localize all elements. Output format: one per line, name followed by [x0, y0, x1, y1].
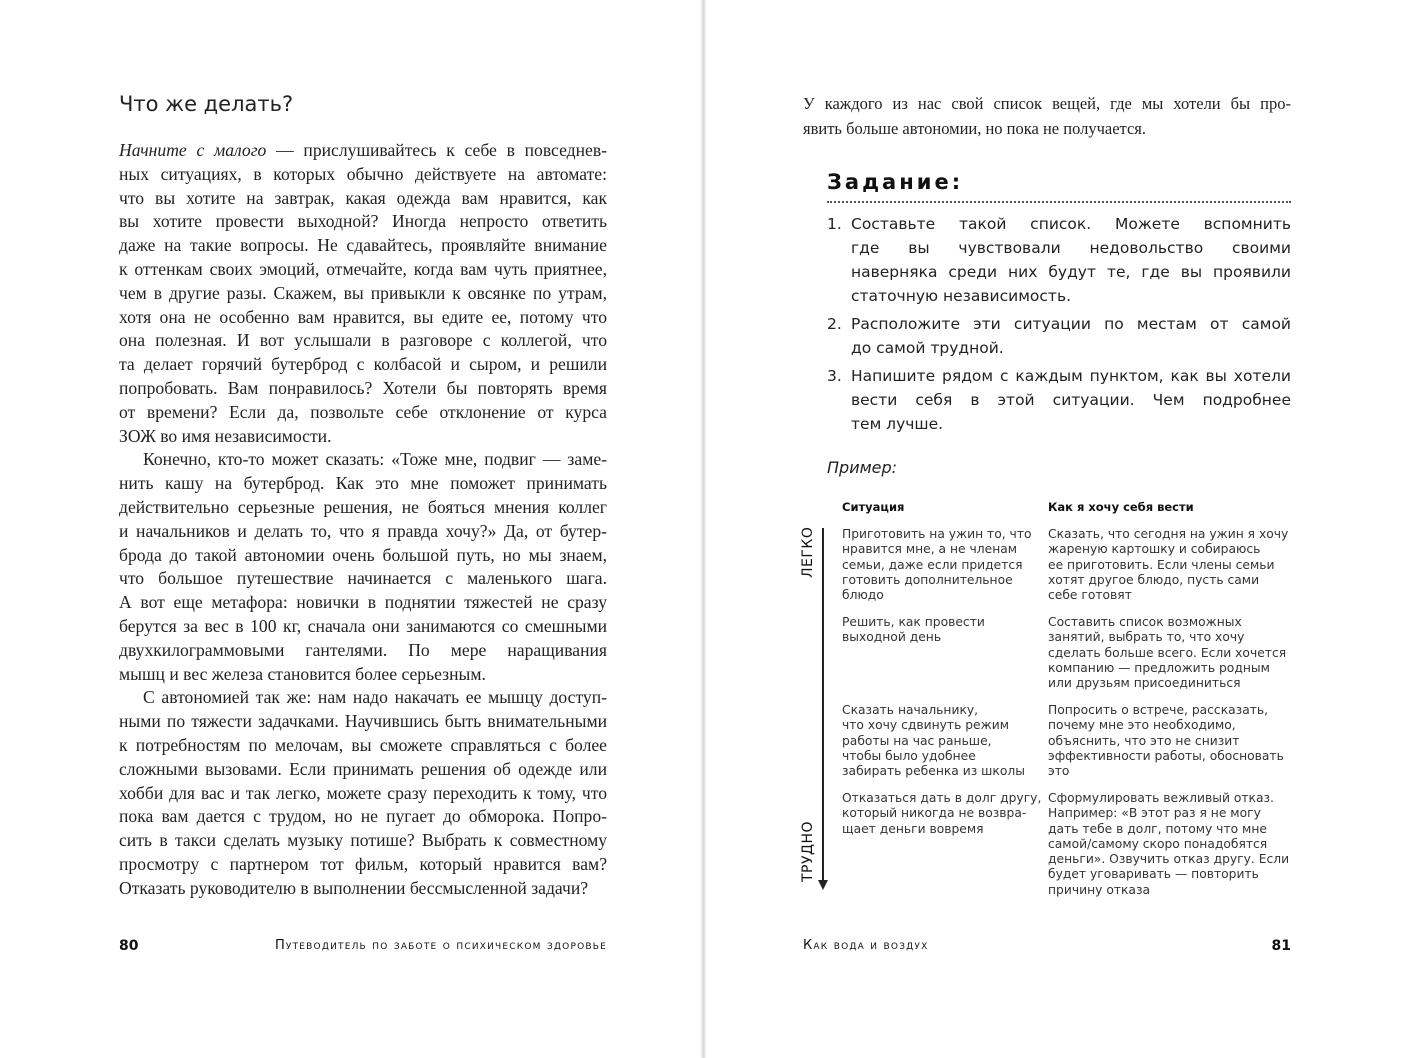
page-number: 81: [1271, 938, 1291, 954]
text-line: [119, 591, 607, 615]
cell-line: семьи, даже если придется: [842, 557, 1023, 572]
text-line: [119, 710, 607, 734]
text-line: [119, 448, 607, 472]
cell-line: Приготовить на ужин то, что: [842, 527, 1032, 541]
cell-line: хотят другое блюдо, пусть сами: [1048, 572, 1260, 587]
line-text: чем в другие разы. Скажем, вы привыкли к овсянке по утрам,: [119, 282, 607, 303]
lead-italic: Начните с малого: [119, 140, 267, 160]
line-text: двухкилограммовыми гантелями. По мере наращивания: [119, 639, 607, 660]
text-line: [119, 615, 607, 639]
intro-line: явить больше автономии, но пока не получается.: [803, 118, 1146, 138]
page-number: 80: [119, 938, 139, 954]
line-text: брода до такой автономии очень большой путь, но мы знаем,: [119, 544, 607, 565]
table-cell-behavior: [1048, 615, 1286, 691]
line-text: действительно серьезные решения, не бояться мнения коллег: [119, 496, 607, 517]
line-text: вы хотите провести выходной? Иногда непросто ответить: [119, 211, 607, 232]
text-line: [119, 520, 607, 544]
task-item: [827, 212, 1291, 308]
text-line: [119, 139, 607, 163]
page-number-right: [1191, 938, 1291, 954]
difficulty-axis: [822, 528, 824, 883]
cell-line: работы на час раньше,: [842, 733, 992, 748]
line-text: та делает горячий бутерброд с колбасой и сыром, и решили: [119, 354, 607, 375]
table-cell-behavior: [1048, 703, 1284, 779]
cell-line: Например: «В этот раз я не могу: [1048, 806, 1261, 821]
text-line: [119, 377, 607, 401]
column-header-situation: Ситуация: [842, 500, 905, 514]
cell-line: причину отказа: [1048, 882, 1151, 897]
example-label: Пример:: [827, 458, 898, 477]
cell-line: блюдо: [842, 588, 884, 603]
text-line: [119, 472, 607, 496]
text-line: [119, 258, 607, 282]
table-cell-behavior: [1048, 527, 1288, 603]
cell-line: что хочу сдвинуть режим: [842, 718, 1009, 733]
line-text: она полезная. И вот услышали в разговоре с коллегой, что: [119, 330, 607, 351]
line-text: — прислушивайтесь к себе в повседнев-: [266, 140, 607, 160]
task-item: [827, 364, 1291, 436]
cell-line: занятий, выбрать то, что хочу: [1048, 630, 1245, 645]
right-page: [706, 0, 1410, 1058]
cell-line: Сказать, что сегодня на ужин я хочу: [1048, 527, 1289, 541]
task-item: [827, 312, 1291, 360]
line-text: ных ситуациях, в которых обычно действуете на автомате:: [119, 163, 607, 184]
text-line: [119, 639, 607, 663]
cell-line: почему мне это необходимо,: [1048, 718, 1236, 733]
cell-line: объяснить, что это не снизит: [1048, 733, 1240, 748]
text-line: [119, 187, 607, 211]
task-line: тем лучше.: [851, 415, 944, 433]
text-line: [119, 805, 607, 829]
cell-line: выходной день: [842, 630, 942, 645]
text-line: [119, 306, 607, 330]
cell-line: который никогда не возвра-: [842, 806, 1027, 821]
line-text: берутся за вес в 100 кг, сначала они занимаются со смешными: [119, 615, 607, 636]
task-text: [851, 212, 1291, 308]
text-line: [119, 234, 607, 258]
cell-line: Попросить о встрече, рассказать,: [1048, 703, 1269, 717]
text-line: [119, 877, 607, 901]
task-line: где вы чувствовали недовольство своими: [851, 239, 1291, 257]
cell-line: ее приготовить. Если члены семьи: [1048, 557, 1275, 572]
left-page: [0, 0, 704, 1058]
cell-line: жареную картошку и собираюсь: [1048, 542, 1261, 557]
line-text: пока вам дается с трудом, но не пугает до обморока. Попро-: [119, 806, 607, 827]
axis-label-hard: ТРУДНО: [800, 820, 816, 882]
line-text: Конечно, кто-то может сказать: «Тоже мне, подвиг — заме-: [143, 449, 607, 470]
text-line: [119, 496, 607, 520]
text-line: [119, 734, 607, 758]
cell-line: сделать больше всего. Если хочется: [1048, 645, 1287, 660]
task-line: Расположите эти ситуации по местам от самой: [851, 315, 1291, 333]
text-line: [119, 425, 607, 449]
table-cell-situation: [842, 791, 1041, 837]
cell-line: дать тебе в долг, потому что мне: [1048, 821, 1267, 836]
arrow-down-icon: [818, 880, 828, 890]
cell-line: эффективности работы, обосновать: [1048, 748, 1284, 763]
intro-text: [803, 92, 1291, 141]
line-text: к потребностям по мелочам, вы сможете справляться с более: [119, 734, 607, 755]
task-line: до самой трудной.: [851, 339, 1004, 357]
text-line: [119, 282, 607, 306]
text-line: [119, 163, 607, 187]
table-cell-behavior: [1048, 791, 1289, 898]
cell-line: Составить список возможных: [1048, 615, 1242, 629]
text-line: [119, 401, 607, 425]
text-line: [119, 663, 607, 687]
line-text: попробовать. Вам понравилось? Хотели бы повторять время: [119, 377, 607, 398]
line-text: что большое путешествие начинается с маленького шага.: [119, 568, 607, 589]
task-heading: Задание:: [827, 170, 964, 194]
dotted-divider: [827, 201, 1291, 203]
line-text: сложными вызовами. Если принимать решения об одежде или: [119, 758, 607, 779]
text-line: [119, 829, 607, 853]
task-list: [827, 212, 1291, 440]
task-line: Напишите рядом с каждым пунктом, как вы хотели: [851, 367, 1291, 385]
body-text: [119, 139, 607, 901]
task-line: Составьте такой список. Можете вспомнить: [851, 215, 1291, 233]
task-line: вести себя в этой ситуации. Чем подробнее: [851, 391, 1291, 409]
task-number: 2.: [827, 315, 842, 333]
task-line: наверняка среди них будут те, где вы проявили: [851, 263, 1291, 281]
line-text: А вот еще метафора: новички в поднятии тяжестей не сразу: [119, 592, 607, 613]
line-text: что вы хотите на завтрак, какая одежда вам нравится, как: [119, 187, 607, 208]
table-cell-situation: [842, 527, 1032, 603]
line-text: нить кашу на бутерброд. Как это мне поможет принимать: [119, 473, 607, 494]
line-text: просмотру с партнером тот фильм, который нравится вам?: [119, 853, 607, 874]
text-line: [119, 686, 607, 710]
cell-line: или друзьям присоединиться: [1048, 676, 1241, 691]
text-line: [119, 210, 607, 234]
cell-line: компанию — предложить родным: [1048, 660, 1270, 675]
text-line: [119, 353, 607, 377]
line-text: ными по тяжести задачками. Научившись быть внимательными: [119, 711, 607, 732]
line-text: С автономией так же: нам надо накачать ее мышцу доступ-: [143, 687, 607, 708]
task-text: [851, 364, 1291, 436]
line-text: сить в такси сделать музыку потише? Выбрать к совместному: [119, 830, 607, 851]
cell-line: деньги». Озвучить отказ другу. Если: [1048, 852, 1290, 867]
line-text: ЗОЖ во имя независимости.: [119, 425, 332, 446]
cell-line: самой/самому скоро понадобятся: [1048, 836, 1268, 851]
task-number: 3.: [827, 367, 842, 385]
line-text: мышц и вес железа становится более серьезным.: [119, 663, 486, 684]
task-text: [851, 312, 1291, 360]
line-text: хотя она не особенно вам нравится, вы едите ее, потому что: [119, 306, 607, 327]
task-line: статочную независимость.: [851, 287, 1072, 305]
text-line: [119, 758, 607, 782]
cell-line: нравится мне, а не членам: [842, 542, 1018, 557]
cell-line: Сказать начальнику,: [842, 703, 979, 717]
line-text: к оттенкам своих эмоций, отмечайте, когда вам чуть приятнее,: [119, 258, 607, 279]
cell-line: забирать ребенка из школы: [842, 764, 1025, 779]
task-number: 1.: [827, 215, 842, 233]
running-title-right: Как вода и воздух: [803, 938, 929, 953]
cell-line: Отказаться дать в долг другу,: [842, 791, 1042, 805]
running-title-left: Путеводитель по заботе о психическом здоровье: [274, 938, 607, 953]
text-line: [119, 544, 607, 568]
cell-line: будет уговаривать — повторить: [1048, 867, 1259, 882]
text-line: [119, 329, 607, 353]
axis-label-easy: ЛЕГКО: [800, 526, 816, 578]
line-text: от времени? Если да, позвольте себе отклонение от курса: [119, 401, 607, 422]
table-cell-situation: [842, 615, 985, 646]
line-text: Отказать руководителю в выполнении бессмысленной задачи?: [119, 877, 589, 898]
line-text: хобби для вас и так легко, можете сразу переходить к тому, что: [119, 782, 607, 803]
text-line: [119, 567, 607, 591]
cell-line: готовить дополнительное: [842, 572, 1013, 587]
text-line: [119, 853, 607, 877]
column-header-behavior: Как я хочу себя вести: [1048, 500, 1194, 514]
cell-line: Решить, как провести: [842, 615, 985, 629]
cell-line: щает деньги вовремя: [842, 821, 984, 836]
page-number-left: [119, 938, 138, 954]
cell-line: чтобы было удобнее: [842, 748, 976, 763]
line-text: даже на такие вопросы. Не сдавайтесь, проявляйте внимание: [119, 235, 607, 256]
table-cell-situation: [842, 703, 1025, 779]
section-title: Что же делать?: [119, 92, 294, 116]
text-line: [119, 782, 607, 806]
intro-line: У каждого из нас свой список вещей, где мы хотели бы про-: [803, 94, 1291, 113]
cell-line: это: [1048, 764, 1070, 779]
cell-line: себе готовят: [1048, 588, 1132, 603]
cell-line: Сформулировать вежливый отказ.: [1048, 791, 1274, 805]
line-text: и начальников и делать то, что я правда хочу?» Да, от бутер-: [119, 520, 607, 541]
